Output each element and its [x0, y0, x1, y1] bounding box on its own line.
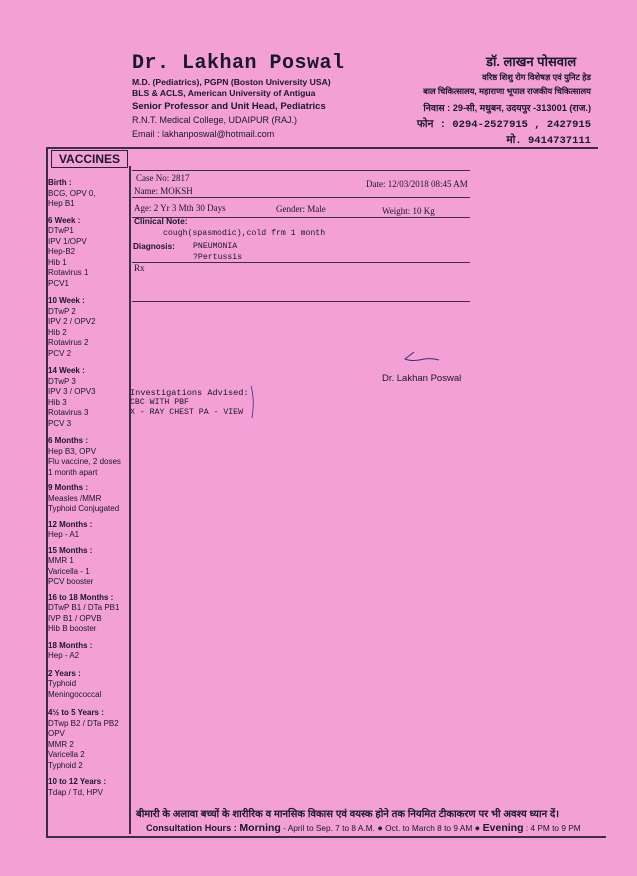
specialty-hindi: वरिष्ठ शिशु रोग विशेषज्ञ एवं युनिट हेड	[482, 72, 591, 82]
doctor-name-hindi: डॉ. लाखन पोसवाल	[486, 54, 577, 69]
diagnosis-label: Diagnosis:	[133, 242, 175, 251]
evening-time: : 4 PM to 9 PM	[523, 823, 581, 833]
vaccine-item: Hep B3, OPV	[48, 446, 97, 456]
vaccine-schedule-list	[48, 172, 128, 798]
vaccine-item: PCV 3	[48, 418, 72, 428]
rx-symbol: Rx	[134, 263, 145, 273]
patient-top-rule	[132, 170, 470, 171]
vaccine-item: Measles /MMR	[48, 493, 102, 503]
vaccine-item: DTwP1	[48, 226, 74, 235]
vaccine-age-heading: 10 Week :	[48, 296, 85, 305]
vaccines-title: VACCINES	[51, 150, 128, 168]
vaccine-age-heading: 18 Months :	[48, 640, 93, 650]
investigation-item: X - RAY CHEST PA - VIEW	[130, 408, 244, 417]
footer-hindi-note: बीमारी के अलावा बच्चों के शारीरिक व मानसिक विकास एवं वयस्क होने तक नियमित टीकाकरण पर भी अवश्य ध्यान दें।	[136, 809, 559, 820]
vaccine-item: Hib B booster	[48, 624, 97, 633]
mobile-number: मो. 9414737111	[506, 135, 591, 147]
doctor-name: Dr. Lakhan Poswal	[132, 52, 345, 75]
vaccine-item: Hep B1	[48, 199, 75, 208]
patient-age: Age: 2 Yr 3 Mth 30 Days	[134, 203, 226, 213]
vaccine-group	[48, 216, 128, 290]
vaccine-group	[48, 436, 128, 478]
clinical-note: cough(spasmodic),cold frm 1 month	[163, 229, 326, 238]
vaccine-group	[48, 366, 128, 429]
vaccine-group	[48, 593, 128, 635]
evening-label: Evening	[482, 822, 524, 834]
vaccine-age-heading: 14 Week :	[48, 366, 85, 375]
vaccine-item: Rotavirus 2	[48, 338, 89, 347]
header-divider	[46, 147, 598, 149]
case-number: Case No: 2817	[136, 173, 190, 183]
vaccine-group	[48, 641, 128, 662]
vaccine-item: Typhoid 2	[48, 760, 83, 770]
doctor-qualifications: M.D. (Pediatrics), PGPN (Boston University USA)	[132, 77, 331, 87]
morning-label: Morning	[239, 822, 281, 834]
hours-label: Consultation Hours :	[146, 823, 237, 833]
patient-weight: Weight: 10 Kg	[382, 206, 435, 216]
vaccine-item: Hep - A2	[48, 651, 80, 660]
vaccine-group	[48, 296, 128, 359]
vaccine-age-heading: 2 Years :	[48, 668, 81, 678]
vaccine-item: Typhoid Conjugated	[48, 504, 120, 513]
morning-period-1: - April to Sep. 7 to 8 A.M.	[280, 823, 378, 833]
rx-end-rule	[132, 301, 470, 302]
vaccine-item: Varicella - 1	[48, 566, 90, 576]
doctor-position: Senior Professor and Unit Head, Pediatrics	[132, 101, 326, 112]
vaccine-item: Flu vaccine, 2 doses	[48, 457, 121, 466]
vaccine-item: Rotavirus 1	[48, 268, 89, 277]
vaccine-item: PCV 2	[48, 348, 72, 358]
vaccine-item: Varicella 2	[48, 750, 85, 759]
vaccine-item: Rotavirus 3	[48, 408, 89, 417]
patient-name: Name: MOKSH	[134, 186, 193, 196]
vaccine-age-heading: Birth :	[48, 178, 72, 187]
bullet-icon: ●	[474, 823, 481, 833]
vaccine-item: OPV	[48, 729, 65, 738]
investigations-label: Investigations Advised:	[130, 388, 249, 398]
diagnosis-primary: PNEUMONIA	[193, 242, 238, 251]
vaccine-item: PCV booster	[48, 577, 94, 586]
vaccine-item: Hib 2	[48, 327, 67, 337]
signature-name: Dr. Lakhan Poswal	[382, 373, 462, 384]
vaccine-item: Hep-B2	[48, 247, 76, 256]
vaccine-age-heading: 6 Week :	[48, 215, 81, 225]
doctor-college: R.N.T. Medical College, UDAIPUR (RAJ.)	[132, 115, 298, 125]
vaccine-group	[48, 777, 128, 798]
morning-period-2: Oct. to March 8 to 9 AM	[382, 823, 475, 833]
vaccine-age-heading: 16 to 18 Months :	[48, 592, 114, 602]
investigation-item: CBC WITH PBF	[130, 398, 189, 407]
vaccine-item: Hep - A1	[48, 530, 80, 539]
vaccine-item: IPV 1/OPV	[48, 236, 87, 246]
vaccine-age-heading: 12 Months :	[48, 519, 93, 529]
vaccine-item: BCG, OPV 0,	[48, 188, 96, 198]
pen-mark	[248, 384, 258, 420]
patient-gender: Gender: Male	[276, 204, 326, 214]
vaccine-item: DTwP 2	[48, 306, 76, 316]
vaccine-item: MMR 1	[48, 556, 74, 565]
hospital-hindi: बाल चिकित्सालय, महाराणा भूपाल राजकीय चिकित्सालय	[423, 86, 591, 96]
vaccine-item: 1 month apart	[48, 467, 98, 477]
patient-mid-rule	[132, 197, 470, 198]
vaccine-age-heading: 6 Months :	[48, 436, 88, 445]
vaccine-item: Tdap / Td, HPV	[48, 787, 103, 797]
vaccine-item: Meningococcal	[48, 689, 102, 699]
doctor-email: Email : lakhanposwal@hotmail.com	[132, 129, 275, 139]
vaccine-item: DTwP B1 / DTa PB1	[48, 603, 120, 612]
vaccine-group	[48, 520, 128, 541]
consultation-hours	[146, 822, 581, 834]
signature-scribble	[402, 350, 442, 366]
doctor-certifications: BLS & ACLS, American University of Antigua	[132, 88, 316, 98]
vaccine-item: IPV 2 / OPV2	[48, 317, 96, 326]
diagnosis-rule	[132, 262, 470, 263]
vaccine-age-heading: 10 to 12 Years :	[48, 777, 107, 786]
vaccine-item: IPV 3 / OPV3	[48, 387, 96, 396]
vaccine-item: PCV1	[48, 278, 69, 288]
vaccine-group	[48, 546, 128, 588]
vaccine-item: DTwP 3	[48, 376, 76, 386]
vaccine-group	[48, 708, 128, 771]
vaccine-item: Typhoid	[48, 679, 77, 688]
vaccine-group	[48, 669, 128, 701]
vaccine-item: DTwp B2 / DTa PB2	[48, 718, 119, 728]
footer-divider	[46, 836, 606, 838]
vaccine-age-heading: 9 Months :	[48, 483, 88, 492]
vaccine-group	[48, 178, 128, 210]
address-hindi: निवास : 29-सी, मधुबन, उदयपुर -313001 (राज.)	[423, 103, 591, 113]
vaccine-group	[48, 483, 128, 515]
bullet-icon: ●	[377, 823, 383, 833]
vaccine-age-heading: 15 Months :	[48, 545, 93, 555]
vaccine-item: Hib 1	[48, 257, 67, 267]
vaccine-column-divider	[129, 166, 131, 834]
vaccine-item: MMR 2	[48, 739, 74, 749]
vaccine-item: IVP B1 / OPVB	[48, 613, 102, 623]
phone-numbers: फोन : 0294-2527915 , 2427915	[416, 119, 591, 131]
visit-date: Date: 12/03/2018 08:45 AM	[366, 179, 468, 189]
clinical-note-label: Clinical Note:	[134, 216, 188, 226]
vaccine-item: Hib 3	[48, 397, 67, 407]
vaccine-age-heading: 4½ to 5 Years :	[48, 708, 104, 717]
diagnosis-secondary: ?Pertussis	[193, 253, 243, 262]
